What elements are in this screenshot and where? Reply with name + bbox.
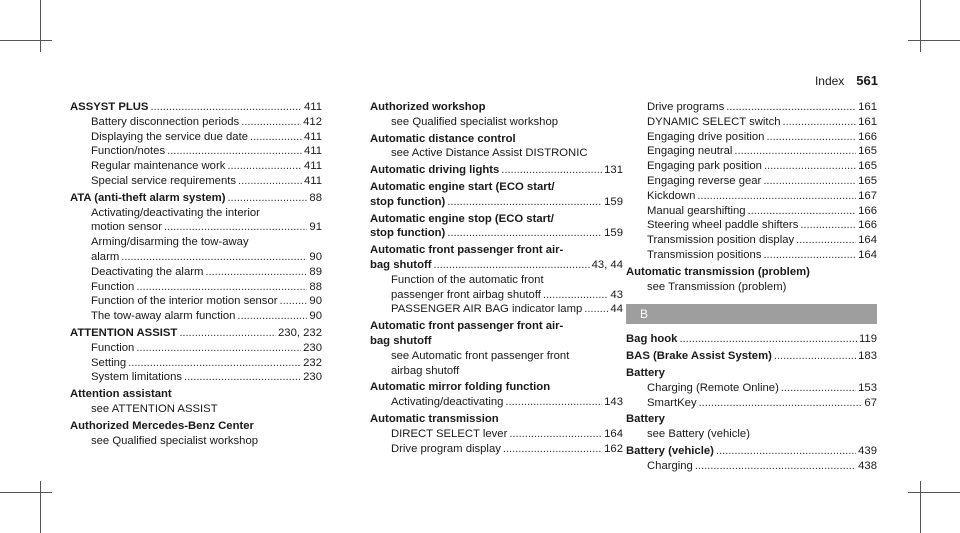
leader-dots — [679, 332, 857, 347]
index-subentry — [70, 309, 322, 324]
leader-dots — [783, 115, 857, 130]
page-ref[interactable]: 165 — [858, 145, 877, 158]
crop-mark — [0, 40, 52, 41]
index-subentry — [70, 402, 322, 417]
entry-text: Activating/deactivating — [391, 396, 504, 409]
index-subentry — [70, 265, 322, 280]
leader-dots — [584, 302, 608, 317]
entry-text: Battery — [626, 366, 665, 379]
index-subentry — [370, 288, 623, 303]
leader-dots — [150, 100, 302, 115]
index-entry — [370, 334, 623, 349]
entry-text: Authorized Mercedes-Benz Center — [70, 419, 254, 432]
index-entry — [370, 412, 623, 427]
leader-dots — [121, 250, 307, 265]
index-column-1 — [70, 100, 322, 448]
leader-dots — [184, 370, 301, 385]
entry-text: Transmission positions — [647, 248, 762, 261]
entry-text: see Qualified specialist workshop — [91, 434, 259, 447]
crop-mark — [40, 481, 41, 533]
entry-text: alarm — [91, 250, 120, 263]
index-subentry — [370, 442, 623, 457]
leader-dots — [748, 204, 857, 219]
page-ref[interactable]: 166 — [858, 219, 877, 232]
page-ref[interactable]: 143 — [604, 396, 623, 409]
leader-dots — [763, 174, 856, 189]
leader-dots — [501, 163, 602, 178]
entry-text: see Transmission (problem) — [647, 280, 787, 293]
leader-dots — [503, 442, 602, 457]
index-entry — [370, 380, 623, 395]
index-entry — [370, 319, 623, 334]
entry-text: ATTENTION ASSIST — [70, 326, 178, 339]
index-subentry — [70, 220, 322, 235]
entry-text: Authorized workshop — [370, 101, 486, 113]
section-letter: B — [640, 306, 649, 321]
index-entry — [370, 132, 623, 147]
page-ref[interactable]: 90 — [309, 310, 322, 323]
crop-mark — [0, 492, 52, 493]
page-ref[interactable]: 230 — [303, 341, 322, 354]
page-ref[interactable]: 119 — [858, 333, 877, 346]
leader-dots — [763, 248, 856, 263]
page-ref[interactable]: 411 — [303, 174, 322, 187]
index-subentry — [626, 427, 877, 442]
leader-dots — [726, 100, 856, 115]
entry-text: The tow-away alarm function — [91, 310, 236, 323]
index-entry — [370, 180, 623, 195]
index-subentry — [70, 280, 322, 295]
index-subentry — [70, 159, 322, 174]
leader-dots — [280, 294, 308, 309]
entry-text: see Qualified specialist workshop — [391, 115, 559, 128]
entry-text: Battery — [626, 413, 665, 426]
entry-text: Automatic transmission — [370, 412, 499, 425]
index-subentry — [626, 100, 877, 115]
crop-mark — [920, 0, 921, 52]
index-subentry — [626, 218, 877, 233]
index-column-2 — [370, 100, 623, 456]
index-list-a — [626, 100, 877, 294]
index-entry — [370, 258, 623, 273]
page-ref[interactable]: 43, 44 — [591, 258, 623, 271]
leader-dots — [237, 309, 307, 324]
leader-dots — [543, 288, 609, 303]
entry-text: DIRECT SELECT lever — [391, 427, 508, 440]
page-ref[interactable]: 159 — [604, 195, 623, 208]
entry-text: Automatic mirror folding function — [370, 381, 551, 394]
entry-text: Automatic distance control — [370, 132, 516, 145]
page-ref[interactable]: 153 — [858, 381, 877, 394]
entry-text: Function — [91, 341, 135, 354]
index-subentry — [370, 115, 623, 130]
entry-text: Manual gearshifting — [647, 204, 746, 217]
entry-text: Drive programs — [647, 101, 725, 113]
entry-text: Setting — [91, 356, 127, 369]
page-ref[interactable]: 91 — [309, 221, 322, 234]
page-ref[interactable]: 411 — [303, 130, 322, 143]
entry-text: Charging — [647, 459, 693, 472]
index-entry — [70, 191, 322, 206]
index-entry — [370, 195, 623, 210]
page-ref[interactable]: 88 — [309, 191, 322, 204]
page-ref[interactable]: 232 — [303, 356, 322, 369]
index-subentry — [70, 294, 322, 309]
leader-dots — [781, 381, 856, 396]
entry-text: Special service requirements — [91, 174, 237, 187]
leader-dots — [447, 226, 602, 241]
index-subentry — [70, 250, 322, 265]
page-ref[interactable]: 183 — [858, 350, 877, 363]
page-ref[interactable]: 89 — [309, 265, 322, 278]
leader-dots — [734, 144, 856, 159]
leader-dots — [241, 115, 301, 130]
page-ref[interactable]: 161 — [858, 115, 877, 128]
crop-mark — [40, 0, 41, 52]
index-subentry — [70, 356, 322, 371]
section-header-b — [626, 304, 877, 324]
index-entry — [626, 332, 877, 347]
page-ref[interactable]: 411 — [303, 101, 322, 113]
leader-dots — [509, 427, 602, 442]
index-entry — [70, 326, 322, 341]
index-entry — [626, 412, 877, 427]
entry-text: Deactivating the alarm — [91, 265, 204, 278]
index-subentry — [626, 204, 877, 219]
index-subentry — [70, 206, 322, 221]
entry-text: passenger front airbag shutoff — [391, 288, 541, 301]
page-ref[interactable]: 164 — [858, 248, 877, 261]
page-ref[interactable]: 411 — [303, 145, 322, 158]
page-ref[interactable]: 44 — [610, 303, 623, 316]
leader-dots — [697, 189, 856, 204]
crop-mark — [920, 481, 921, 533]
leader-dots — [179, 326, 276, 341]
page-ref[interactable]: 165 — [858, 160, 877, 173]
crop-mark — [908, 492, 960, 493]
index-subentry — [370, 273, 623, 288]
index-entry — [70, 100, 322, 115]
index-subentry — [626, 115, 877, 130]
entry-text: see Battery (vehicle) — [647, 428, 750, 441]
index-subentry — [70, 341, 322, 356]
entry-text: Function of the interior motion sensor — [91, 295, 278, 308]
index-entry — [70, 387, 322, 402]
leader-dots — [800, 218, 856, 233]
entry-text: airbag shutoff — [391, 364, 460, 377]
index-subentry — [70, 130, 322, 145]
entry-text: ASSYST PLUS — [70, 101, 149, 113]
leader-dots — [136, 341, 301, 356]
index-subentry — [626, 144, 877, 159]
page-ref[interactable]: 164 — [604, 427, 623, 440]
entry-text: Function of the automatic front — [391, 273, 544, 286]
page-header — [815, 73, 878, 88]
entry-text: see ATTENTION ASSIST — [91, 402, 218, 415]
entry-text: Displaying the service due date — [91, 130, 248, 143]
index-subentry — [626, 381, 877, 396]
index-subentry — [70, 115, 322, 130]
entry-text: Engaging park position — [647, 160, 762, 173]
leader-dots — [205, 265, 307, 280]
index-subentry — [626, 174, 877, 189]
page-ref[interactable]: 166 — [858, 130, 877, 143]
entry-text: motion sensor — [91, 221, 162, 234]
entry-text: Bag hook — [626, 333, 678, 346]
entry-text: bag shutoff — [370, 258, 432, 271]
leader-dots — [505, 395, 602, 410]
page-ref[interactable]: 439 — [858, 444, 877, 457]
index-subentry — [70, 235, 322, 250]
leader-dots — [136, 280, 307, 295]
leader-dots — [774, 349, 856, 364]
leader-dots — [167, 144, 302, 159]
index-subentry — [626, 280, 877, 295]
entry-text: Automatic front passenger front air- — [370, 244, 564, 257]
page-ref[interactable]: 90 — [309, 295, 322, 308]
index-column-3 — [626, 100, 877, 474]
entry-text: Transmission position display — [647, 234, 795, 247]
entry-text: Kickdown — [647, 189, 696, 202]
entry-text: Automatic engine stop (ECO start/ — [370, 212, 554, 225]
entry-text: System limitations — [91, 371, 183, 384]
entry-text: Function/notes — [91, 145, 166, 158]
index-subentry — [370, 302, 623, 317]
leader-dots — [766, 130, 856, 145]
index-entry — [626, 444, 877, 459]
index-entry — [370, 226, 623, 241]
page-ref[interactable]: 412 — [303, 115, 322, 128]
index-entry — [626, 265, 877, 280]
index-subentry — [626, 159, 877, 174]
index-subentry — [70, 434, 322, 449]
entry-text: Charging (Remote Online) — [647, 381, 779, 394]
index-list-b — [626, 332, 877, 473]
crop-mark — [908, 40, 960, 41]
leader-dots — [447, 195, 602, 210]
entry-text: Attention assistant — [70, 388, 172, 401]
entry-text: Drive program display — [391, 442, 501, 455]
entry-text: PASSENGER AIR BAG indicator lamp — [391, 303, 583, 316]
entry-text: Function — [91, 280, 135, 293]
index-subentry — [626, 396, 877, 411]
page-ref[interactable]: 230 — [303, 371, 322, 384]
index-subentry — [70, 370, 322, 385]
index-entry — [370, 163, 623, 178]
index-subentry — [370, 364, 623, 379]
page-ref[interactable]: 167 — [858, 189, 877, 202]
page-ref[interactable]: 43 — [610, 288, 623, 301]
page-ref[interactable]: 438 — [858, 459, 877, 472]
leader-dots — [796, 233, 856, 248]
index-subentry — [626, 233, 877, 248]
entry-text: Arming/disarming the tow-away — [91, 236, 249, 249]
entry-text: Engaging drive position — [647, 130, 765, 143]
index-subentry — [626, 130, 877, 145]
index-subentry — [70, 144, 322, 159]
header-label: Index — [814, 74, 845, 88]
leader-dots — [716, 444, 856, 459]
leader-dots — [227, 191, 307, 206]
page-number: 561 — [856, 73, 878, 88]
entry-text: stop function) — [370, 227, 446, 240]
entry-text: Automatic engine start (ECO start/ — [370, 180, 555, 193]
entry-text: Engaging reverse gear — [647, 174, 762, 187]
leader-dots — [434, 258, 590, 273]
entry-text: stop function) — [370, 195, 446, 208]
leader-dots — [764, 159, 856, 174]
index-entry — [70, 419, 322, 434]
page-ref[interactable]: 131 — [604, 164, 623, 177]
entry-text: Engaging neutral — [647, 145, 733, 158]
entry-text: Automatic driving lights — [370, 164, 500, 177]
page-ref[interactable]: 67 — [864, 396, 877, 409]
entry-text: BAS (Brake Assist System) — [626, 350, 772, 363]
entry-text: Steering wheel paddle shifters — [647, 219, 799, 232]
leader-dots — [164, 220, 307, 235]
entry-text: Battery (vehicle) — [626, 444, 714, 457]
entry-text: Automatic front passenger front air- — [370, 320, 564, 333]
leader-dots — [128, 356, 301, 371]
leader-dots — [250, 130, 302, 145]
index-subentry — [626, 459, 877, 474]
entry-text: bag shutoff — [370, 334, 432, 347]
page-ref[interactable]: 165 — [858, 174, 877, 187]
index-subentry — [370, 146, 623, 161]
entry-text: SmartKey — [647, 396, 697, 409]
entry-text: see Automatic front passenger front — [391, 349, 570, 362]
entry-text: ATA (anti-theft alarm system) — [70, 191, 226, 204]
page-ref[interactable]: 411 — [303, 160, 322, 173]
entry-text: Regular maintenance work — [91, 160, 226, 173]
index-entry — [370, 100, 623, 115]
index-subentry — [626, 189, 877, 204]
index-subentry — [370, 395, 623, 410]
page-ref[interactable]: 90 — [309, 250, 322, 263]
entry-text: Automatic transmission (problem) — [626, 265, 810, 278]
index-entry — [626, 366, 877, 381]
index-subentry — [370, 427, 623, 442]
entry-text: Battery disconnection periods — [91, 115, 240, 128]
page-ref[interactable]: 230, 232 — [278, 326, 322, 339]
leader-dots — [227, 159, 302, 174]
page-ref[interactable]: 164 — [858, 234, 877, 247]
page-ref[interactable]: 166 — [858, 204, 877, 217]
page-ref[interactable]: 162 — [604, 442, 623, 455]
index-entry — [370, 212, 623, 227]
entry-text: Activating/deactivating the interior — [91, 206, 260, 219]
leader-dots — [238, 174, 302, 189]
index-subentry — [370, 349, 623, 364]
leader-dots — [699, 396, 863, 411]
entry-text: DYNAMIC SELECT switch — [647, 115, 781, 128]
entry-text: see Active Distance Assist DISTRONIC — [391, 147, 588, 160]
index-entry — [626, 349, 877, 364]
index-subentry — [626, 248, 877, 263]
index-subentry — [70, 174, 322, 189]
page-ref[interactable]: 88 — [309, 280, 322, 293]
leader-dots — [695, 459, 856, 474]
index-entry — [370, 243, 623, 258]
page-ref[interactable]: 159 — [604, 227, 623, 240]
page-ref[interactable]: 161 — [858, 101, 877, 113]
